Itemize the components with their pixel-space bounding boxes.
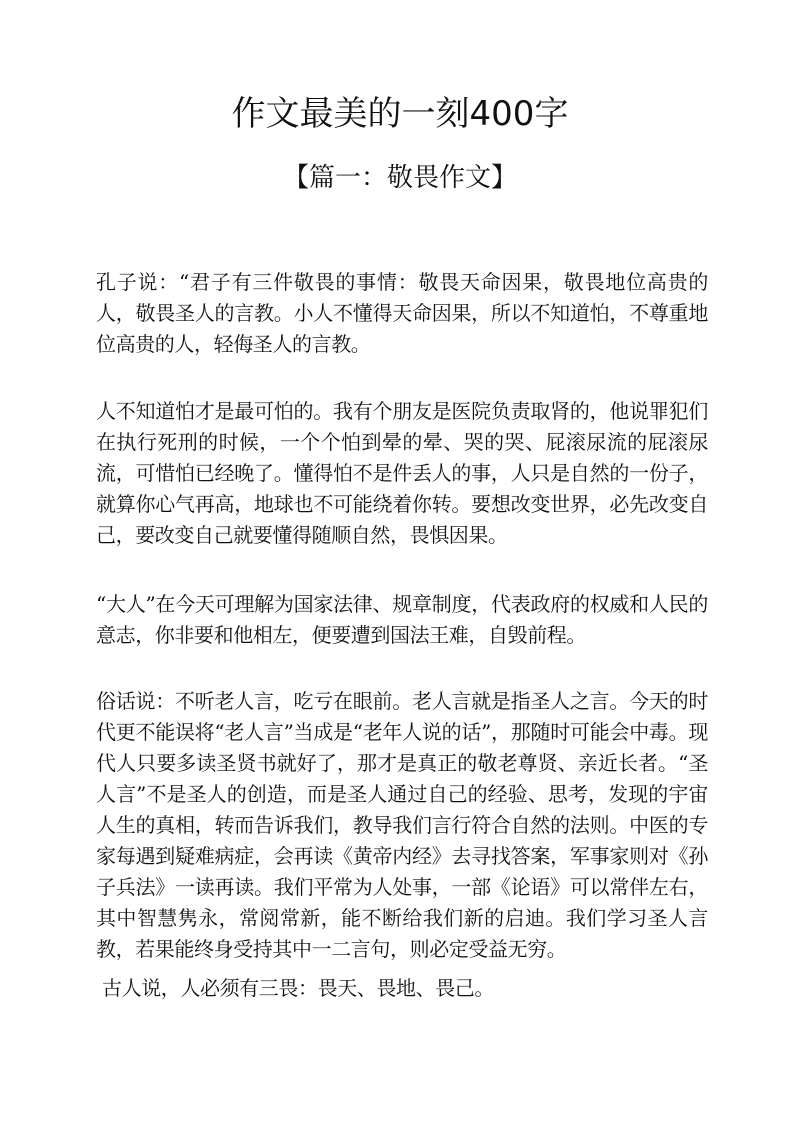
paragraph-great-men: “大人”在今天可理解为国家法律、规章制度，代表政府的权威和人民的意志，你非要和他相左，便要遭到国法王难，自毁前程。 <box>96 592 708 647</box>
page-title: 作文最美的一刻400字 <box>231 94 569 134</box>
paragraph-fear: 人不知道怕才是最可怕的。我有个朋友是医院负责取肾的，他说罪犯们在执行死刑的时候，一个个怕到晕的晕、哭的哭、屁滚尿流的屁滚尿流，可惜怕已经晚了。懂得怕不是件丢人的事，人只是自然的一份子，就算你心气再高，地球也不可能绕着你转。要想改变世界，必先改变自己，要改变自己就要懂得随顺自然，畏惧因果。 <box>96 399 708 547</box>
paragraph-sages-words: 俗话说：不听老人言，吃亏在眼前。老人言就是指圣人之言。今天的时代更不能误将“老人言”当成是“老年人说的话”，那随时可能会中毒。现代人只要多读圣贤书就好了，那才是真正的敬老尊贤、亲近长者。“圣人言”不是圣人的创造，而是圣人通过自己的经验、思考，发现的宇宙人生的真相，转而告诉我们，教导我们言行符合自然的法则。中医的专家每遇到疑难病症，会再读《黄帝内经》去寻找答案，军事家则对《孙子兵法》一读再读。我们平常为人处事，一部《论语》可以常伴左右，其中智慧隽永，常阅常新，能不断给我们新的启迪。我们学习圣人言教，若果能终身受持其中一二言句，则必定受益无穷。 <box>96 689 708 961</box>
paragraph-confucius: 孔子说：“君子有三件敬畏的事情：敬畏天命因果，敬畏地位高贵的人，敬畏圣人的言教。小人不懂得天命因果，所以不知道怕，不尊重地位高贵的人，轻侮圣人的言教。 <box>96 270 708 356</box>
section-heading: 【篇一：敬畏作文】 <box>282 163 517 193</box>
paragraph-three-fears: 古人说，人必须有三畏：畏天、畏地、畏己。 <box>102 976 494 1000</box>
